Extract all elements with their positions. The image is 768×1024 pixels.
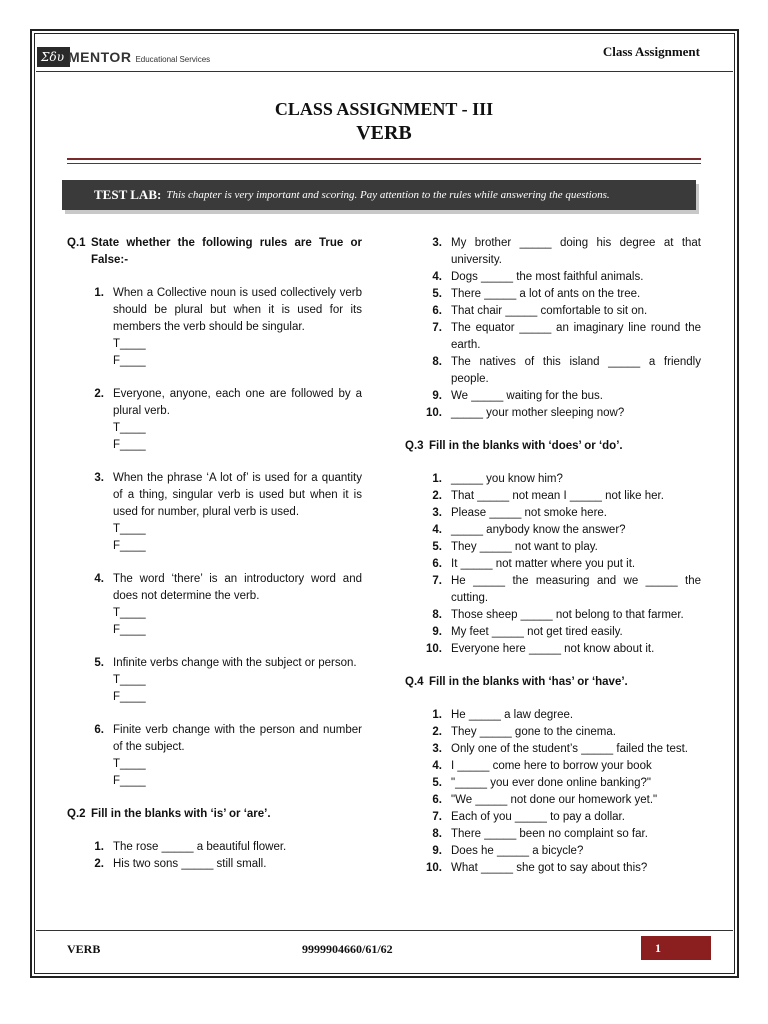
q3-item: 10. Everyone here _____ not know about it. bbox=[426, 643, 655, 655]
q3-item: 4. _____ anybody know the answer? bbox=[432, 524, 626, 536]
logo-word: MENTOR bbox=[68, 49, 132, 65]
banner-label: TEST LAB: bbox=[94, 187, 162, 202]
false-blank[interactable]: F____ bbox=[113, 624, 146, 636]
true-blank[interactable]: T____ bbox=[113, 674, 146, 686]
page-title: CLASS ASSIGNMENT - III bbox=[274, 99, 494, 119]
logo-symbol: Σδυ bbox=[37, 47, 70, 67]
q1-item: 3. When the phrase ‘A lot of’ is used for a quantity of a thing, singular verb is used but when it is used for number, plural verb is used. T____ F____ bbox=[67, 470, 362, 555]
q1-item: 2. Everyone, anyone, each one are followed by a plural verb. T____ F____ bbox=[67, 386, 362, 454]
true-blank[interactable]: T____ bbox=[113, 758, 146, 770]
q2-item: 8. The natives of this island _____ a friendly people. bbox=[432, 356, 701, 385]
q3-item: 6. It _____ not matter where you put it. bbox=[432, 558, 636, 570]
test-lab-banner bbox=[62, 180, 696, 210]
footer-topic: VERB bbox=[67, 942, 101, 956]
false-blank[interactable]: F____ bbox=[113, 439, 146, 451]
q2-item: 9. We _____ waiting for the bus. bbox=[432, 390, 603, 402]
header-divider bbox=[36, 71, 733, 72]
q2-item: 10. _____ your mother sleeping now? bbox=[426, 407, 625, 419]
footer-divider bbox=[36, 930, 733, 931]
true-blank[interactable]: T____ bbox=[113, 523, 146, 535]
question-1-heading: Q.1 State whether the following rules are True or False:- bbox=[67, 237, 362, 266]
q3-item: 7. He _____ the measuring and we _____ the cutting. bbox=[432, 575, 701, 604]
q4-item: 8. There _____ been no complaint so far. bbox=[432, 828, 648, 840]
q4-item: 9. Does he _____ a bicycle? bbox=[432, 845, 584, 857]
q3-item: 2. That _____ not mean I _____ not like her. bbox=[432, 490, 664, 502]
false-blank[interactable]: F____ bbox=[113, 775, 146, 787]
q3-item: 5. They _____ not want to play. bbox=[432, 541, 598, 553]
q2-item: 1. The rose _____ a beautiful flower. bbox=[94, 841, 287, 853]
q4-item: 6. "We _____ not done our homework yet." bbox=[432, 794, 658, 806]
q4-item: 1. He _____ a law degree. bbox=[432, 709, 574, 721]
title-rule bbox=[67, 158, 701, 160]
page-subtitle: VERB bbox=[356, 122, 412, 144]
q2-item: 6. That chair _____ comfortable to sit on. bbox=[432, 305, 648, 317]
company-logo bbox=[37, 44, 210, 70]
question-2-heading: Q.2 Fill in the blanks with ‘is’ or ‘are’. bbox=[67, 808, 271, 820]
question-4-heading: Q.4 Fill in the blanks with ‘has’ or ‘have’. bbox=[405, 676, 628, 688]
q4-item: 10. What _____ she got to say about this? bbox=[426, 862, 648, 874]
q3-item: 1. _____ you know him? bbox=[432, 473, 563, 485]
true-blank[interactable]: T____ bbox=[113, 338, 146, 350]
true-blank[interactable]: T____ bbox=[113, 422, 146, 434]
false-blank[interactable]: F____ bbox=[113, 540, 146, 552]
q2-item: 5. There _____ a lot of ants on the tree. bbox=[432, 288, 641, 300]
right-column bbox=[405, 235, 701, 877]
footer-phone: 9999904660/61/62 bbox=[302, 942, 393, 956]
q3-item: 9. My feet _____ not get tired easily. bbox=[432, 626, 623, 638]
q1-item: 6. Finite verb change with the person and number of the subject. T____ F____ bbox=[67, 722, 362, 790]
question-3-heading: Q.3 Fill in the blanks with ‘does’ or ‘do’. bbox=[405, 440, 623, 452]
page-number: 1 bbox=[641, 936, 711, 960]
q4-item: 3. Only one of the student’s _____ failed the test. bbox=[432, 743, 688, 755]
left-column bbox=[67, 235, 362, 873]
q4-item: 7. Each of you _____ to pay a dollar. bbox=[432, 811, 625, 823]
false-blank[interactable]: F____ bbox=[113, 691, 146, 703]
q2-item: 3. My brother _____ doing his degree at that university. bbox=[432, 237, 701, 266]
q2-item: 7. The equator _____ an imaginary line round the earth. bbox=[432, 322, 701, 351]
header-label: Class Assignment bbox=[602, 44, 700, 59]
logo-subtitle: Educational Services bbox=[135, 54, 211, 64]
q4-item: 2. They _____ gone to the cinema. bbox=[432, 726, 616, 738]
q1-item: 4. The word ‘there’ is an introductory word and does not determine the verb. T____ F____ bbox=[67, 571, 362, 639]
q4-item: 5. "_____ you ever done online banking?" bbox=[432, 777, 651, 789]
q3-item: 8. Those sheep _____ not belong to that farmer. bbox=[432, 609, 684, 621]
q3-item: 3. Please _____ not smoke here. bbox=[432, 507, 607, 519]
title-rule-thin bbox=[67, 163, 701, 164]
q1-item: 1. When a Collective noun is used collectively verb should be plural but when it is used for its members the verb should be singular. T____ F____ bbox=[67, 285, 362, 370]
false-blank[interactable]: F____ bbox=[113, 355, 146, 367]
true-blank[interactable]: T____ bbox=[113, 607, 146, 619]
q4-item: 4. I _____ come here to borrow your book bbox=[432, 760, 652, 772]
q2-item: 4. Dogs _____ the most faithful animals. bbox=[432, 271, 644, 283]
q1-item: 5. Infinite verbs change with the subject or person. T____ F____ bbox=[67, 655, 362, 706]
banner-text: This chapter is very important and scoring. Pay attention to the rules while answering the questions. bbox=[166, 189, 610, 201]
q2-item: 2. His two sons _____ still small. bbox=[94, 858, 267, 870]
